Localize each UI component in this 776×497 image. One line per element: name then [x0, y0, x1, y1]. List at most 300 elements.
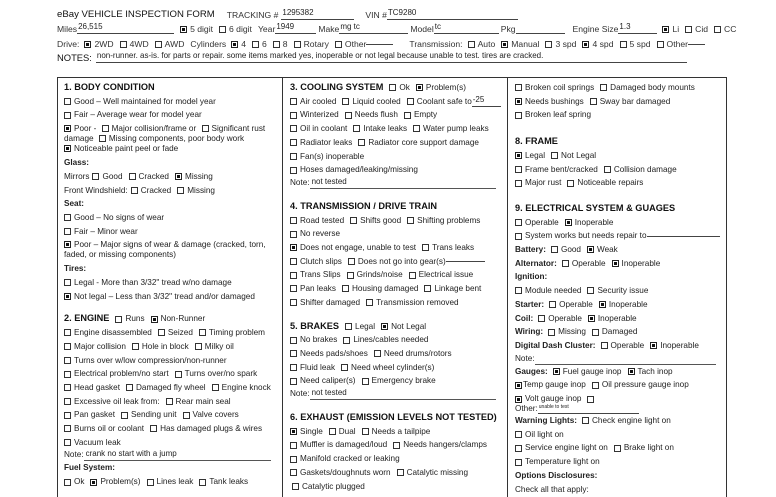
- coil-inoperable-checkbox[interactable]: [588, 315, 595, 322]
- coil-springs-checkbox[interactable]: [515, 84, 522, 91]
- dash-operable-label: Operable: [610, 340, 645, 350]
- wheel-cyl-label: Need wheel cylinder(s): [351, 362, 435, 372]
- trans-other-checkbox[interactable]: [657, 41, 664, 48]
- mirrors-missing-checkbox[interactable]: [175, 173, 182, 180]
- cooling-note-field[interactable]: not tested: [310, 177, 496, 189]
- milky-oil-checkbox[interactable]: [195, 343, 202, 350]
- frame-bent-checkbox[interactable]: [515, 166, 522, 173]
- pkg-label: Pkg: [500, 24, 516, 34]
- header-row-3: [57, 39, 711, 49]
- pan-leaks-label: Pan leaks: [300, 284, 336, 294]
- dash-inoperable-checkbox[interactable]: [650, 342, 657, 349]
- exhaust-title: 6. EXHAUST (EMISSION LEVELS NOT TESTED): [290, 412, 497, 423]
- sending-unit-label: Sending unit: [130, 410, 177, 420]
- engine-note-label: Note:: [64, 450, 84, 460]
- coil-inoperable-label: Inoperable: [597, 313, 637, 323]
- water-pump-checkbox[interactable]: [413, 125, 420, 132]
- drums-label: Need drums/rotors: [383, 348, 452, 358]
- exhaust-dual-label: Dual: [338, 426, 356, 436]
- elec-inoperable-label: Inoperable: [574, 217, 614, 227]
- no-spark-label: Turns over/no spark: [184, 369, 258, 379]
- cc-checkbox[interactable]: [714, 26, 721, 33]
- alternator-operable-label: Operable: [571, 258, 606, 268]
- valve-covers-checkbox[interactable]: [183, 412, 190, 419]
- cc-label: CC: [724, 24, 737, 34]
- significant-rust-checkbox[interactable]: [202, 125, 209, 132]
- pkg-field[interactable]: [516, 33, 565, 34]
- gaskets-checkbox[interactable]: [290, 469, 297, 476]
- paint-peel-label: Noticeable paint peel or fade: [74, 144, 179, 154]
- gauge-other-label: Other:: [515, 404, 538, 414]
- engine-size-field[interactable]: 1.3: [618, 24, 657, 34]
- trans-manual-checkbox[interactable]: [501, 41, 508, 48]
- cyl-other-checkbox[interactable]: [335, 41, 342, 48]
- windshield-cracked-label: Cracked: [140, 185, 172, 195]
- cooling-problem-checkbox[interactable]: [416, 84, 423, 91]
- radiator-leaks-checkbox[interactable]: [290, 139, 297, 146]
- shifter-checkbox[interactable]: [290, 299, 297, 306]
- air-cooled-label: Air cooled: [300, 96, 337, 106]
- hangers-checkbox[interactable]: [393, 442, 400, 449]
- frame-not-legal-label: Not Legal: [561, 150, 597, 160]
- needs-repair-label: System works but needs repair to: [525, 231, 647, 241]
- drive-label: Drive:: [57, 39, 80, 49]
- pan-gasket-checkbox[interactable]: [64, 412, 71, 419]
- burns-oil-checkbox[interactable]: [64, 425, 71, 432]
- body-good-label: Good – Well maintained for model year: [74, 96, 216, 106]
- exhaust-dual-checkbox[interactable]: [329, 428, 336, 435]
- gauge-other-field[interactable]: unable to test: [538, 404, 639, 414]
- winterized-checkbox[interactable]: [290, 112, 297, 119]
- electrical-problem-label: Electrical problem/no start: [74, 369, 169, 379]
- trans-leaks-label: Trans leaks: [432, 243, 475, 253]
- windshield-missing-checkbox[interactable]: [177, 187, 184, 194]
- alternator-operable-checkbox[interactable]: [562, 260, 569, 267]
- drive-2wd-checkbox[interactable]: [84, 41, 91, 48]
- seat-good-label: Good – No signs of wear: [74, 212, 165, 222]
- warning-lights-label: Warning Lights:: [515, 416, 578, 426]
- electrical-title: 9. ELECTRICAL SYSTEM & GUAGES: [515, 202, 676, 213]
- alternator-inoperable-label: Inoperable: [621, 258, 661, 268]
- mirrors-label: Mirrors: [64, 171, 90, 181]
- vin-field[interactable]: TC9280: [387, 10, 518, 20]
- no-spark-checkbox[interactable]: [175, 371, 182, 378]
- electrical-note-field[interactable]: [535, 353, 716, 365]
- empty-checkbox[interactable]: [404, 112, 411, 119]
- engine-non-runner-label: Non-Runner: [160, 314, 206, 324]
- brakes-legal-checkbox[interactable]: [345, 323, 352, 330]
- pan-gasket-label: Pan gasket: [74, 410, 115, 420]
- tires-label: Tires:: [64, 264, 87, 274]
- drive-4wd-checkbox[interactable]: [120, 41, 127, 48]
- tires-legal-label: Legal - More than 3/32" tread w/no damage: [74, 278, 232, 288]
- brake-light-checkbox[interactable]: [614, 445, 621, 452]
- trans-electrical-checkbox[interactable]: [409, 272, 416, 279]
- engine-size-label: Engine Size: [572, 24, 619, 34]
- cat-plugged-checkbox[interactable]: [292, 483, 299, 490]
- noticeable-repairs-checkbox[interactable]: [567, 180, 574, 187]
- road-tested-checkbox[interactable]: [290, 217, 297, 224]
- no-gear-checkbox[interactable]: [348, 258, 355, 265]
- grinds-checkbox[interactable]: [347, 272, 354, 279]
- cyl-other-label: Other: [344, 39, 367, 49]
- valve-covers-label: Valve covers: [192, 410, 239, 420]
- seat-fair-label: Fair – Minor wear: [74, 226, 138, 236]
- fuel-lines-checkbox[interactable]: [147, 479, 154, 486]
- drive-awd-checkbox[interactable]: [155, 41, 162, 48]
- digit6-label: 6 digit: [229, 24, 252, 34]
- emergency-brake-checkbox[interactable]: [362, 378, 369, 385]
- bushings-checkbox[interactable]: [515, 98, 522, 105]
- mirrors-cracked-label: Cracked: [138, 171, 169, 181]
- knock-checkbox[interactable]: [212, 384, 219, 391]
- plugs-wires-checkbox[interactable]: [150, 425, 157, 432]
- vin-label: VIN #: [365, 10, 387, 20]
- disassembled-label: Engine disassembled: [74, 328, 152, 338]
- plugs-wires-label: Has damaged plugs & wires: [160, 424, 263, 434]
- cyl-6-checkbox[interactable]: [252, 41, 259, 48]
- engine-major-collision-checkbox[interactable]: [64, 343, 71, 350]
- column-left: [57, 77, 282, 497]
- mirrors-cracked-checkbox[interactable]: [129, 173, 136, 180]
- body-condition-title: 1. BODY CONDITION: [64, 82, 155, 92]
- volt-gauge-checkbox[interactable]: [515, 396, 522, 403]
- cyl-8-checkbox[interactable]: [273, 41, 280, 48]
- cat-missing-label: Catalytic missing: [406, 467, 469, 477]
- cid-checkbox[interactable]: [685, 26, 692, 33]
- alternator-inoperable-checkbox[interactable]: [612, 260, 619, 267]
- seat-fair-checkbox[interactable]: [64, 228, 71, 235]
- mirrors-missing-label: Missing: [185, 171, 213, 181]
- road-tested-label: Road tested: [300, 215, 345, 225]
- wiring-label: Wiring:: [515, 327, 544, 337]
- body-fair-label: Fair – Average wear for model year: [74, 110, 202, 120]
- trans-4spd-label: 4 spd: [592, 39, 614, 49]
- cid-label: Cid: [695, 24, 709, 34]
- shifts-good-label: Shifts good: [360, 215, 402, 225]
- engine-note-field[interactable]: crank no start with a jump: [84, 449, 271, 461]
- needs-repair-checkbox[interactable]: [515, 233, 522, 240]
- options-disclosures-label: Options Disclosures:: [515, 470, 598, 480]
- seized-checkbox[interactable]: [158, 329, 165, 336]
- notes-field[interactable]: non-runner. as-is. for parts or repair. some items marked yes, inoperable or not legal because unable to test. tires are cracked.: [96, 53, 687, 63]
- drums-checkbox[interactable]: [374, 350, 381, 357]
- sending-unit-checkbox[interactable]: [121, 412, 128, 419]
- hole-block-label: Hole in block: [141, 341, 189, 351]
- fuel-ok-checkbox[interactable]: [64, 479, 71, 486]
- wiring-damaged-checkbox[interactable]: [592, 329, 599, 336]
- fans-label: Fan(s) inoperable: [300, 151, 365, 161]
- brakes-legal-label: Legal: [355, 321, 376, 331]
- needs-repair-field[interactable]: [647, 236, 720, 237]
- fuel-problem-checkbox[interactable]: [90, 479, 97, 486]
- hangers-label: Needs hangers/clamps: [403, 440, 487, 450]
- pads-label: Needs pads/shoes: [300, 348, 368, 358]
- cooling-ok-label: Ok: [399, 83, 410, 92]
- no-reverse-label: No reverse: [300, 229, 341, 239]
- li-checkbox[interactable]: [662, 26, 669, 33]
- noticeable-repairs-label: Noticeable repairs: [577, 178, 644, 188]
- elec-operable-label: Operable: [525, 217, 559, 227]
- wiring-damaged-label: Damaged: [601, 327, 638, 337]
- engine-runs-checkbox[interactable]: [115, 316, 122, 323]
- collision-damage-label: Collision damage: [613, 164, 677, 174]
- fly-wheel-checkbox[interactable]: [126, 384, 133, 391]
- starter-inoperable-label: Inoperable: [608, 299, 648, 309]
- cyl-4-checkbox[interactable]: [231, 41, 238, 48]
- head-gasket-checkbox[interactable]: [64, 384, 71, 391]
- module-needed-label: Module needed: [525, 286, 582, 296]
- sway-bar-checkbox[interactable]: [590, 98, 597, 105]
- caliper-label: Need caliper(s): [300, 376, 356, 386]
- starter-operable-label: Operable: [559, 299, 593, 309]
- electrical-problem-checkbox[interactable]: [64, 371, 71, 378]
- temp-light-checkbox[interactable]: [515, 459, 522, 466]
- body-mounts-label: Damaged body mounts: [610, 83, 695, 92]
- tires-not-legal-checkbox[interactable]: [64, 293, 71, 300]
- trans-slips-checkbox[interactable]: [290, 272, 297, 279]
- pan-leaks-checkbox[interactable]: [290, 285, 297, 292]
- windshield-cracked-checkbox[interactable]: [131, 187, 138, 194]
- cyl-rotary-checkbox[interactable]: [294, 41, 301, 48]
- transmission-title: 4. TRANSMISSION / DRIVE TRAIN: [290, 200, 438, 211]
- dash-cluster-label: Digital Dash Cluster:: [515, 340, 596, 350]
- oil-gauge-checkbox[interactable]: [592, 382, 599, 389]
- engine-non-runner-checkbox[interactable]: [151, 316, 158, 323]
- fuel-tank-checkbox[interactable]: [199, 479, 206, 486]
- fluid-leak-label: Fluid leak: [300, 362, 336, 372]
- missing-components-checkbox[interactable]: [99, 135, 106, 142]
- rear-main-checkbox[interactable]: [166, 398, 173, 405]
- miles-label: Miles: [57, 24, 78, 34]
- clutch-slips-checkbox[interactable]: [290, 258, 297, 265]
- trans-auto-checkbox[interactable]: [468, 41, 475, 48]
- sway-bar-label: Sway bar damaged: [599, 96, 671, 106]
- wiring-missing-label: Missing: [558, 327, 586, 337]
- needs-flush-checkbox[interactable]: [345, 112, 352, 119]
- housing-label: Housing damaged: [351, 284, 419, 294]
- rear-main-label: Rear main seal: [175, 396, 231, 406]
- body-fair-checkbox[interactable]: [64, 112, 71, 119]
- vacuum-leak-checkbox[interactable]: [64, 439, 71, 446]
- make-field[interactable]: mg tc: [339, 24, 408, 34]
- timing-checkbox[interactable]: [199, 329, 206, 336]
- winterized-label: Winterized: [300, 110, 339, 120]
- model-field[interactable]: tc: [434, 24, 499, 34]
- brakes-note-field[interactable]: not tested: [310, 388, 496, 400]
- check-engine-checkbox[interactable]: [582, 417, 589, 424]
- caliper-checkbox[interactable]: [290, 378, 297, 385]
- hole-block-checkbox[interactable]: [132, 343, 139, 350]
- fluid-leak-checkbox[interactable]: [290, 364, 297, 371]
- fuel-tank-label: Tank leaks: [209, 477, 249, 487]
- major-collision-checkbox[interactable]: [102, 125, 109, 132]
- leaf-spring-checkbox[interactable]: [515, 112, 522, 119]
- temp-gauge-checkbox[interactable]: [515, 382, 522, 389]
- tailpipe-checkbox[interactable]: [362, 428, 369, 435]
- column-middle: [282, 77, 507, 497]
- year-label: Year: [257, 24, 276, 34]
- seat-good-checkbox[interactable]: [64, 214, 71, 221]
- starter-label: Starter:: [515, 299, 545, 309]
- low-compression-checkbox[interactable]: [64, 357, 71, 364]
- no-reverse-checkbox[interactable]: [290, 231, 297, 238]
- mirrors-good-label: Good: [102, 171, 123, 181]
- tracking-field[interactable]: 1295382: [281, 10, 354, 20]
- mirrors-good-checkbox[interactable]: [92, 173, 99, 180]
- knock-label: Engine knock: [221, 382, 271, 392]
- major-rust-checkbox[interactable]: [515, 180, 522, 187]
- tires-legal-checkbox[interactable]: [64, 279, 71, 286]
- header-row-2: [57, 24, 742, 34]
- core-support-checkbox[interactable]: [358, 139, 365, 146]
- cooling-title: 3. COOLING SYSTEM: [290, 82, 384, 92]
- trans-5spd-checkbox[interactable]: [620, 41, 627, 48]
- air-cooled-checkbox[interactable]: [290, 98, 297, 105]
- battery-weak-checkbox[interactable]: [587, 246, 594, 253]
- low-compression-label: Turns over w/low compression/non-runner: [74, 355, 227, 365]
- collision-damage-checkbox[interactable]: [604, 166, 611, 173]
- miles-field[interactable]: 26,515: [77, 24, 174, 34]
- oil-light-checkbox[interactable]: [515, 431, 522, 438]
- wiring-missing-checkbox[interactable]: [548, 329, 555, 336]
- no-gear-field[interactable]: [446, 261, 485, 262]
- glass-label: Glass:: [64, 158, 90, 168]
- dash-operable-checkbox[interactable]: [601, 342, 608, 349]
- cyl-other-field[interactable]: [366, 44, 393, 45]
- trans-3spd-checkbox[interactable]: [545, 41, 552, 48]
- shifting-problems-label: Shifting problems: [417, 215, 481, 225]
- gauge-other-checkbox[interactable]: [587, 396, 594, 403]
- linkage-checkbox[interactable]: [424, 285, 431, 292]
- ignition-label: Ignition:: [515, 272, 548, 282]
- frame-legal-checkbox[interactable]: [515, 152, 522, 159]
- starter-inoperable-checkbox[interactable]: [599, 301, 606, 308]
- frame-bent-label: Frame bent/cracked: [525, 164, 598, 174]
- elec-inoperable-checkbox[interactable]: [565, 219, 572, 226]
- frame-not-legal-checkbox[interactable]: [551, 152, 558, 159]
- core-support-label: Radiator core support damage: [368, 137, 479, 147]
- fuel-system-label: Fuel System:: [64, 463, 115, 473]
- significant-rust-label: Significant rust damage: [64, 124, 266, 144]
- exhaust-single-checkbox[interactable]: [290, 428, 297, 435]
- digit5-checkbox[interactable]: [180, 26, 187, 33]
- liquid-cooled-checkbox[interactable]: [342, 98, 349, 105]
- brakes-title: 5. BRAKES: [290, 320, 340, 331]
- coolant-safe-checkbox[interactable]: [407, 98, 414, 105]
- header-notes-row: [57, 52, 687, 63]
- drive-4wd-label: 4WD: [129, 39, 149, 49]
- no-brakes-label: No brakes: [300, 335, 338, 345]
- brake-lines-checkbox[interactable]: [343, 337, 350, 344]
- cooling-ok-checkbox[interactable]: [389, 84, 396, 91]
- muffler-label: Muffler is damaged/loud: [300, 440, 388, 450]
- exhaust-single-label: Single: [300, 426, 323, 436]
- hoses-checkbox[interactable]: [290, 167, 297, 174]
- make-label: Make: [318, 24, 340, 34]
- major-collision-label: Major collision/frame or: [111, 124, 197, 134]
- engine-major-collision-label: Major collision: [74, 341, 126, 351]
- intake-leaks-checkbox[interactable]: [353, 125, 360, 132]
- trans-auto-label: Auto: [477, 39, 496, 49]
- body-poor-checkbox[interactable]: [64, 125, 71, 132]
- security-issue-checkbox[interactable]: [587, 287, 594, 294]
- cat-plugged-label: Catalytic plugged: [302, 481, 365, 491]
- cyl-8-label: 8: [282, 39, 288, 49]
- oil-in-coolant-checkbox[interactable]: [290, 125, 297, 132]
- cyl-rotary-label: Rotary: [303, 39, 329, 49]
- fly-wheel-label: Damaged fly wheel: [135, 382, 206, 392]
- trans-removed-checkbox[interactable]: [366, 299, 373, 306]
- li-label: Li: [672, 24, 680, 34]
- fuel-problem-label: Problem(s): [100, 477, 141, 487]
- trans-leaks-checkbox[interactable]: [422, 244, 429, 251]
- trans-other-field[interactable]: [688, 44, 705, 45]
- seat-poor-checkbox[interactable]: [64, 241, 71, 248]
- disassembled-checkbox[interactable]: [64, 329, 71, 336]
- shifts-good-checkbox[interactable]: [350, 217, 357, 224]
- brake-light-label: Brake light on: [623, 443, 674, 453]
- trans-3spd-label: 3 spd: [555, 39, 577, 49]
- fuel-lines-label: Lines leak: [156, 477, 194, 487]
- no-brakes-checkbox[interactable]: [290, 337, 297, 344]
- seat-label: Seat:: [64, 199, 85, 209]
- module-needed-checkbox[interactable]: [515, 287, 522, 294]
- manifold-checkbox[interactable]: [290, 456, 297, 463]
- housing-checkbox[interactable]: [342, 285, 349, 292]
- trans-4spd-checkbox[interactable]: [582, 41, 589, 48]
- muffler-checkbox[interactable]: [290, 442, 297, 449]
- drive-2wd-label: 2WD: [94, 39, 114, 49]
- battery-good-checkbox[interactable]: [551, 246, 558, 253]
- not-engage-checkbox[interactable]: [290, 244, 297, 251]
- service-engine-checkbox[interactable]: [515, 445, 522, 452]
- timing-label: Timing problem: [208, 328, 266, 338]
- paint-peel-checkbox[interactable]: [64, 145, 71, 152]
- liquid-cooled-label: Liquid cooled: [352, 96, 401, 106]
- coolant-safe-field[interactable]: -25: [472, 97, 501, 107]
- starter-operable-checkbox[interactable]: [549, 301, 556, 308]
- oil-leak-checkbox[interactable]: [64, 398, 71, 405]
- digit6-checkbox[interactable]: [219, 26, 226, 33]
- trans-electrical-label: Electrical issue: [418, 270, 474, 280]
- wheel-cyl-checkbox[interactable]: [341, 364, 348, 371]
- body-mounts-checkbox[interactable]: [600, 84, 607, 91]
- security-issue-label: Security issue: [597, 286, 649, 296]
- year-field[interactable]: 1949: [275, 24, 316, 34]
- coil-operable-checkbox[interactable]: [538, 315, 545, 322]
- shifting-problems-checkbox[interactable]: [407, 217, 414, 224]
- electrical-note-label: Note:: [515, 353, 535, 363]
- cat-missing-checkbox[interactable]: [397, 469, 404, 476]
- empty-label: Empty: [413, 110, 438, 120]
- tach-checkbox[interactable]: [628, 368, 635, 375]
- engine-runs-label: Runs: [125, 314, 145, 324]
- cylinders-label: Cylinders: [190, 39, 227, 49]
- vacuum-leak-label: Vacuum leak: [74, 437, 121, 447]
- elec-operable-checkbox[interactable]: [515, 219, 522, 226]
- body-good-checkbox[interactable]: [64, 98, 71, 105]
- brakes-not-legal-checkbox[interactable]: [381, 323, 388, 330]
- fuel-gauge-checkbox[interactable]: [553, 368, 560, 375]
- grinds-label: Grinds/noise: [356, 270, 403, 280]
- pads-checkbox[interactable]: [290, 350, 297, 357]
- fans-checkbox[interactable]: [290, 153, 297, 160]
- column-right: [507, 77, 727, 497]
- transmission-label: Transmission:: [409, 39, 463, 49]
- battery-label: Battery:: [515, 245, 546, 255]
- frame-title: 8. FRAME: [515, 136, 558, 147]
